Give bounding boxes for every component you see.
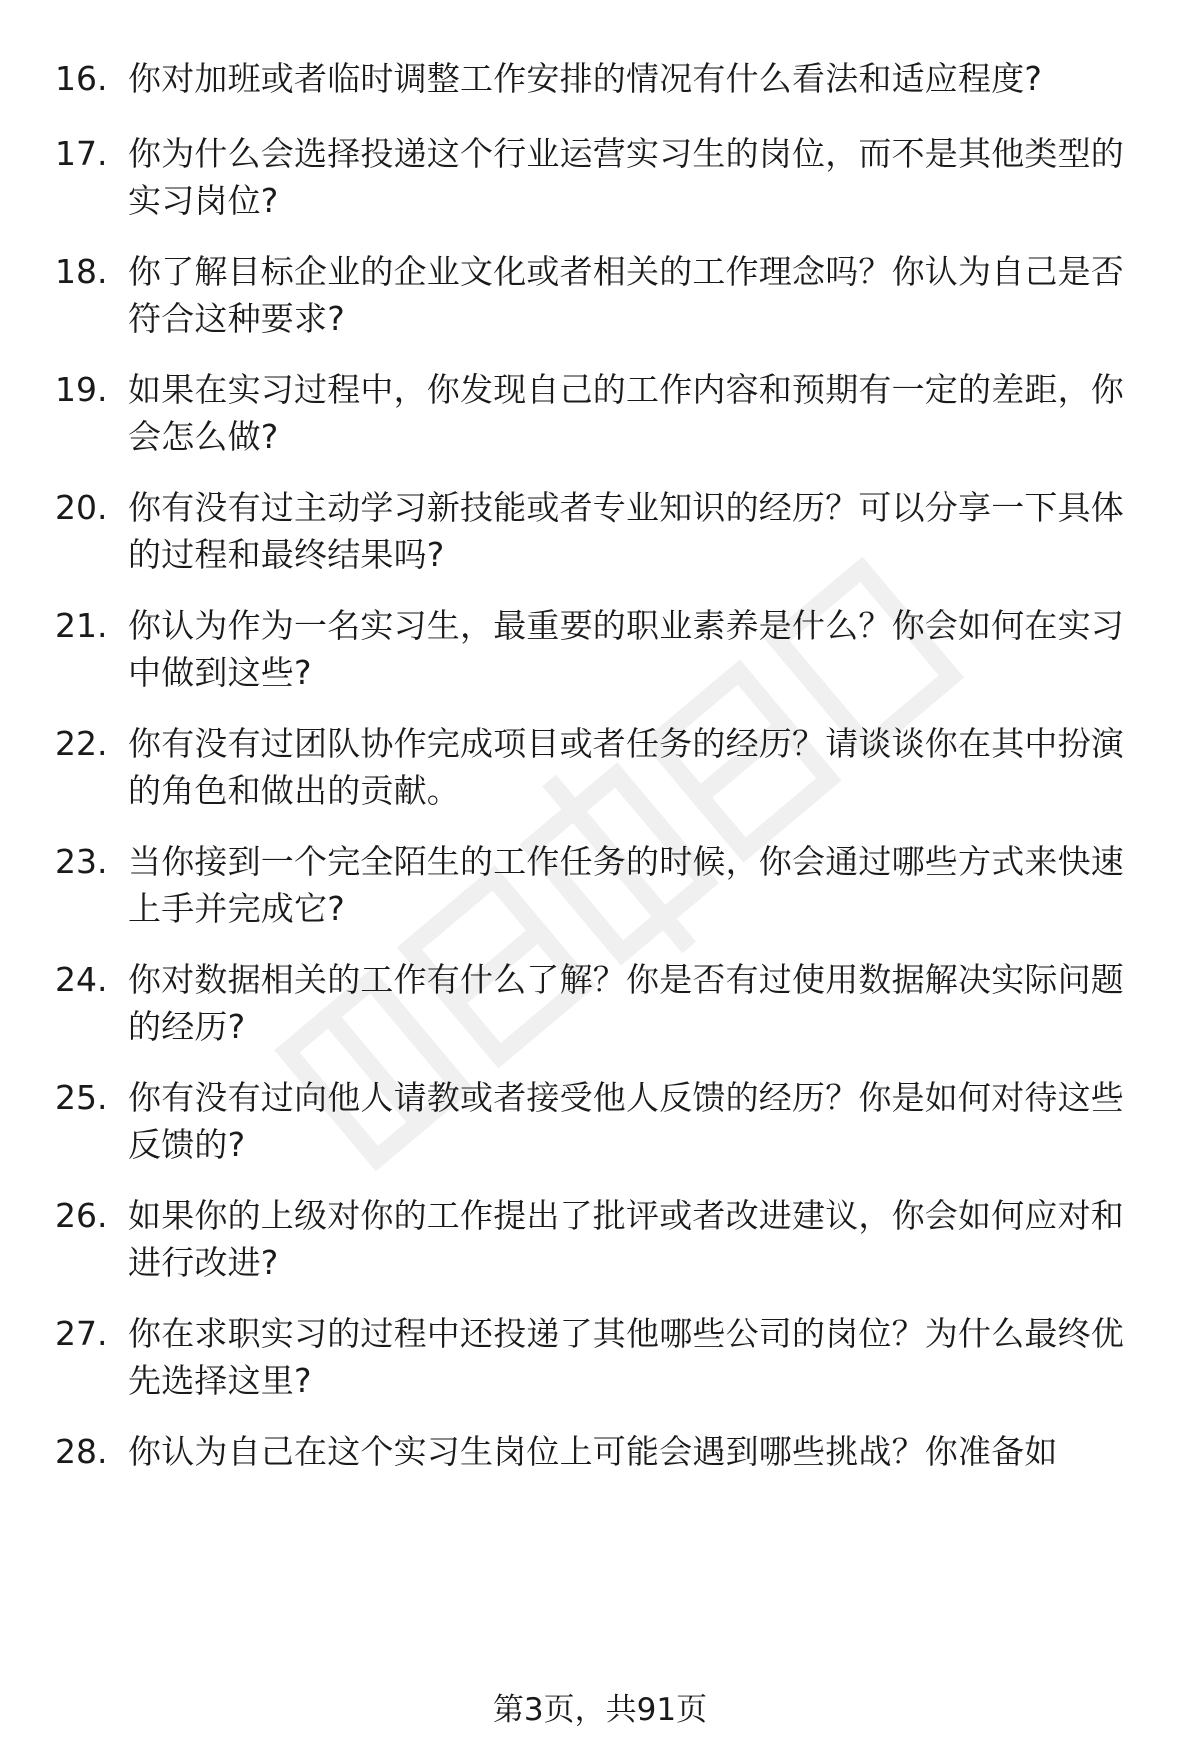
question-text: 你对数据相关的工作有什么了解？你是否有过使用数据解决实际问题的经历?	[128, 960, 1124, 1046]
question-text: 如果你的上级对你的工作提出了批评或者改进建议，你会如何应对和进行改进?	[128, 1196, 1124, 1282]
question-text: 你认为作为一名实习生，最重要的职业素养是什么？你会如何在实习中做到这些?	[128, 606, 1124, 692]
question-text: 当你接到一个完全陌生的工作任务的时候，你会通过哪些方式来快速上手并完成它?	[128, 842, 1124, 928]
question-number: 19.	[55, 370, 108, 409]
question-number: 17.	[55, 134, 108, 173]
question-number: 21.	[55, 606, 108, 645]
page-number-footer: 第3页，共91页	[492, 1692, 708, 1728]
question-number: 24.	[55, 960, 108, 999]
question-number: 25.	[55, 1078, 108, 1117]
question-text: 你对加班或者临时调整工作安排的情况有什么看法和适应程度?	[128, 59, 1043, 98]
question-number: 18.	[55, 252, 108, 291]
question-text: 你有没有过向他人请教或者接受他人反馈的经历？你是如何对待这些反馈的?	[128, 1078, 1124, 1164]
question-number: 26.	[55, 1196, 108, 1235]
question-text: 你认为自己在这个实习生岗位上可能会遇到哪些挑战？你准备如	[128, 1432, 1058, 1471]
question-text: 你有没有过团队协作完成项目或者任务的经历？请谈谈你在其中扮演的角色和做出的贡献。	[128, 724, 1124, 810]
question-number: 16.	[55, 59, 108, 98]
question-number: 28.	[55, 1432, 108, 1471]
question-text: 你在求职实习的过程中还投递了其他哪些公司的岗位？为什么最终优先选择这里?	[128, 1314, 1124, 1400]
question-number: 27.	[55, 1314, 108, 1353]
question-text: 如果在实习过程中，你发现自己的工作内容和预期有一定的差距，你会怎么做?	[128, 370, 1124, 456]
question-text: 你为什么会选择投递这个行业运营实习生的岗位，而不是其他类型的实习岗位?	[128, 134, 1124, 220]
question-text: 你了解目标企业的企业文化或者相关的工作理念吗？你认为自己是否符合这种要求?	[128, 252, 1124, 338]
question-number: 23.	[55, 842, 108, 881]
question-text: 你有没有过主动学习新技能或者专业知识的经历？可以分享一下具体的过程和最终结果吗?	[128, 488, 1124, 574]
question-number: 20.	[55, 488, 108, 527]
question-number: 22.	[55, 724, 108, 763]
